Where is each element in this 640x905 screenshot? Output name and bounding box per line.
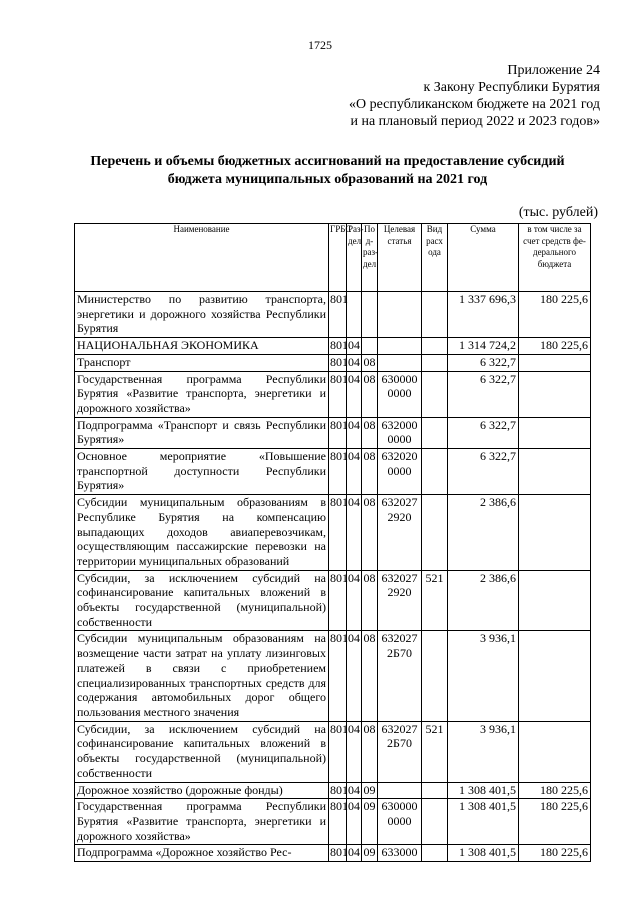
- table-row: [75, 782, 591, 799]
- cell-target-article: 632027 2920: [378, 570, 422, 631]
- table-row: [75, 799, 591, 845]
- cell-federal: 180 225,6: [519, 782, 591, 799]
- cell-sum: 6 322,7: [448, 354, 519, 371]
- cell-federal: 180 225,6: [519, 799, 591, 845]
- cell-target-article: [378, 292, 422, 338]
- cell-sum: 1 337 696,3: [448, 292, 519, 338]
- cell-name: Подпрограмма «Дорожное хозяйство Рес-: [75, 845, 329, 862]
- cell-sum: 1 314 724,2: [448, 338, 519, 355]
- cell-grbs: 801: [329, 631, 347, 721]
- cell-grbs: 801: [329, 721, 347, 782]
- header-target-article: Целевая статья: [378, 224, 422, 292]
- cell-expense-type: [422, 799, 448, 845]
- cell-podrazdel: 09: [362, 782, 378, 799]
- cell-target-article: 632020 0000: [378, 449, 422, 495]
- cell-federal: 180 225,6: [519, 845, 591, 862]
- cell-expense-type: [422, 338, 448, 355]
- cell-razdel: 04: [347, 782, 362, 799]
- cell-podrazdel: 08: [362, 354, 378, 371]
- cell-grbs: 801: [329, 495, 347, 571]
- cell-expense-type: [422, 292, 448, 338]
- cell-name: Дорожное хозяйство (дорожные фонды): [75, 782, 329, 799]
- cell-target-article: [378, 354, 422, 371]
- cell-name: Государственная программа Республики Бурятия «Развитие транспорта, энергетики и дорожного хозяйства»: [75, 371, 329, 417]
- cell-razdel: 04: [347, 495, 362, 571]
- cell-target-article: [378, 338, 422, 355]
- cell-razdel: 04: [347, 799, 362, 845]
- cell-federal: 180 225,6: [519, 292, 591, 338]
- cell-name: Транспорт: [75, 354, 329, 371]
- table-row: [75, 721, 591, 782]
- cell-podrazdel: 09: [362, 799, 378, 845]
- cell-name: Министерство по развитию транспорта, энергетики и дорожного хозяйства Республики Бурятия: [75, 292, 329, 338]
- cell-expense-type: [422, 371, 448, 417]
- cell-target-article: 633000: [378, 845, 422, 862]
- cell-federal: [519, 631, 591, 721]
- cell-razdel: 04: [347, 845, 362, 862]
- header-federal: в том числе за счет средств фе-дерального бюджета: [519, 224, 591, 292]
- table-body: [75, 292, 591, 862]
- cell-federal: [519, 495, 591, 571]
- cell-razdel: [347, 292, 362, 338]
- cell-sum: 1 308 401,5: [448, 782, 519, 799]
- cell-razdel: 04: [347, 631, 362, 721]
- cell-target-article: 632027 2920: [378, 495, 422, 571]
- table-row: [75, 354, 591, 371]
- cell-razdel: 04: [347, 371, 362, 417]
- cell-grbs: 801: [329, 799, 347, 845]
- cell-expense-type: [422, 631, 448, 721]
- units-label: (тыс. рублей): [518, 205, 598, 220]
- cell-target-article: 632000 0000: [378, 417, 422, 448]
- cell-grbs: 801: [329, 570, 347, 631]
- cell-target-article: 630000 0000: [378, 799, 422, 845]
- table-row: [75, 417, 591, 448]
- cell-sum: 3 936,1: [448, 721, 519, 782]
- cell-target-article: 632027 2Б70: [378, 721, 422, 782]
- table-row: [75, 631, 591, 721]
- cell-expense-type: [422, 449, 448, 495]
- cell-podrazdel: 08: [362, 371, 378, 417]
- appendix-line: и на плановый период 2022 и 2023 годов»: [350, 114, 600, 129]
- cell-name: НАЦИОНАЛЬНАЯ ЭКОНОМИКА: [75, 338, 329, 355]
- cell-federal: [519, 354, 591, 371]
- header-name: Наименование: [75, 224, 329, 292]
- header-podrazdel: По д-раз-дел: [362, 224, 378, 292]
- appendix-header: [180, 62, 600, 130]
- cell-razdel: 04: [347, 338, 362, 355]
- header-razdel: Раз-дел: [347, 224, 362, 292]
- cell-razdel: 04: [347, 721, 362, 782]
- cell-razdel: 04: [347, 417, 362, 448]
- cell-federal: [519, 449, 591, 495]
- page-number: 1725: [308, 38, 332, 52]
- cell-grbs: 801: [329, 354, 347, 371]
- cell-sum: 3 936,1: [448, 631, 519, 721]
- cell-podrazdel: 08: [362, 449, 378, 495]
- cell-target-article: [378, 782, 422, 799]
- table-row: [75, 570, 591, 631]
- title-line: бюджета муниципальных образований на 2021 год: [167, 172, 488, 187]
- cell-expense-type: [422, 417, 448, 448]
- cell-razdel: 04: [347, 449, 362, 495]
- cell-podrazdel: 08: [362, 417, 378, 448]
- table-row: [75, 338, 591, 355]
- cell-sum: 2 386,6: [448, 570, 519, 631]
- subsidies-table: [74, 223, 591, 862]
- header-sum: Сумма: [448, 224, 519, 292]
- cell-expense-type: 521: [422, 570, 448, 631]
- header-expense-type: Вид расх ода: [422, 224, 448, 292]
- cell-podrazdel: 08: [362, 495, 378, 571]
- cell-name: Субсидии, за исключением субсидий на софинансирование капитальных вложений в объекты государственной (муниципальной) собственности: [75, 721, 329, 782]
- cell-federal: [519, 570, 591, 631]
- cell-target-article: 630000 0000: [378, 371, 422, 417]
- cell-federal: [519, 721, 591, 782]
- cell-sum: 6 322,7: [448, 417, 519, 448]
- cell-razdel: 04: [347, 354, 362, 371]
- table-row: [75, 449, 591, 495]
- table-row: [75, 495, 591, 571]
- cell-name: Государственная программа Республики Бурятия «Развитие транспорта, энергетики и дорожного хозяйства»: [75, 799, 329, 845]
- appendix-line: к Закону Республики Бурятия: [423, 80, 600, 95]
- cell-sum: 2 386,6: [448, 495, 519, 571]
- table-row: [75, 845, 591, 862]
- cell-sum: 6 322,7: [448, 449, 519, 495]
- cell-podrazdel: 08: [362, 721, 378, 782]
- cell-grbs: 801: [329, 292, 347, 338]
- document-title: [50, 153, 605, 189]
- cell-grbs: 801: [329, 371, 347, 417]
- cell-podrazdel: [362, 292, 378, 338]
- cell-grbs: 801: [329, 417, 347, 448]
- cell-expense-type: 521: [422, 721, 448, 782]
- cell-podrazdel: [362, 338, 378, 355]
- header-grbs: ГРБС: [329, 224, 347, 292]
- cell-name: Субсидии муниципальным образованиям на возмещение части затрат на уплату лизинговых платежей в связи с приобретением специализированных транспортных средств для содержания автомобильных дорог общего пользования местного значения: [75, 631, 329, 721]
- table-row: [75, 292, 591, 338]
- title-line: Перечень и объемы бюджетных ассигнований на предоставление субсидий: [90, 154, 565, 169]
- cell-sum: 1 308 401,5: [448, 845, 519, 862]
- cell-name: Подпрограмма «Транспорт и связь Республики Бурятия»: [75, 417, 329, 448]
- cell-expense-type: [422, 354, 448, 371]
- table-row: [75, 371, 591, 417]
- appendix-line: «О республиканском бюджете на 2021 год: [349, 97, 600, 112]
- cell-sum: 1 308 401,5: [448, 799, 519, 845]
- cell-name: Основное мероприятие «Повышение транспортной доступности Республики Бурятия»: [75, 449, 329, 495]
- cell-grbs: 801: [329, 449, 347, 495]
- cell-grbs: 801: [329, 845, 347, 862]
- cell-name: Субсидии муниципальным образованиям в Республике Бурятия на компенсацию выпадающих доходов авиаперевозчикам, осуществляющим пассажирские перевозки на территории муниципальных образований: [75, 495, 329, 571]
- appendix-line: Приложение 24: [507, 63, 600, 78]
- cell-podrazdel: 09: [362, 845, 378, 862]
- cell-podrazdel: 08: [362, 570, 378, 631]
- cell-federal: [519, 371, 591, 417]
- cell-sum: 6 322,7: [448, 371, 519, 417]
- cell-grbs: 801: [329, 338, 347, 355]
- cell-expense-type: [422, 782, 448, 799]
- cell-federal: 180 225,6: [519, 338, 591, 355]
- cell-podrazdel: 08: [362, 631, 378, 721]
- table-header-row: [75, 224, 591, 292]
- cell-target-article: 632027 2Б70: [378, 631, 422, 721]
- cell-federal: [519, 417, 591, 448]
- cell-grbs: 801: [329, 782, 347, 799]
- cell-name: Субсидии, за исключением субсидий на софинансирование капитальных вложений в объекты государственной (муниципальной) собственности: [75, 570, 329, 631]
- cell-expense-type: [422, 845, 448, 862]
- cell-expense-type: [422, 495, 448, 571]
- cell-razdel: 04: [347, 570, 362, 631]
